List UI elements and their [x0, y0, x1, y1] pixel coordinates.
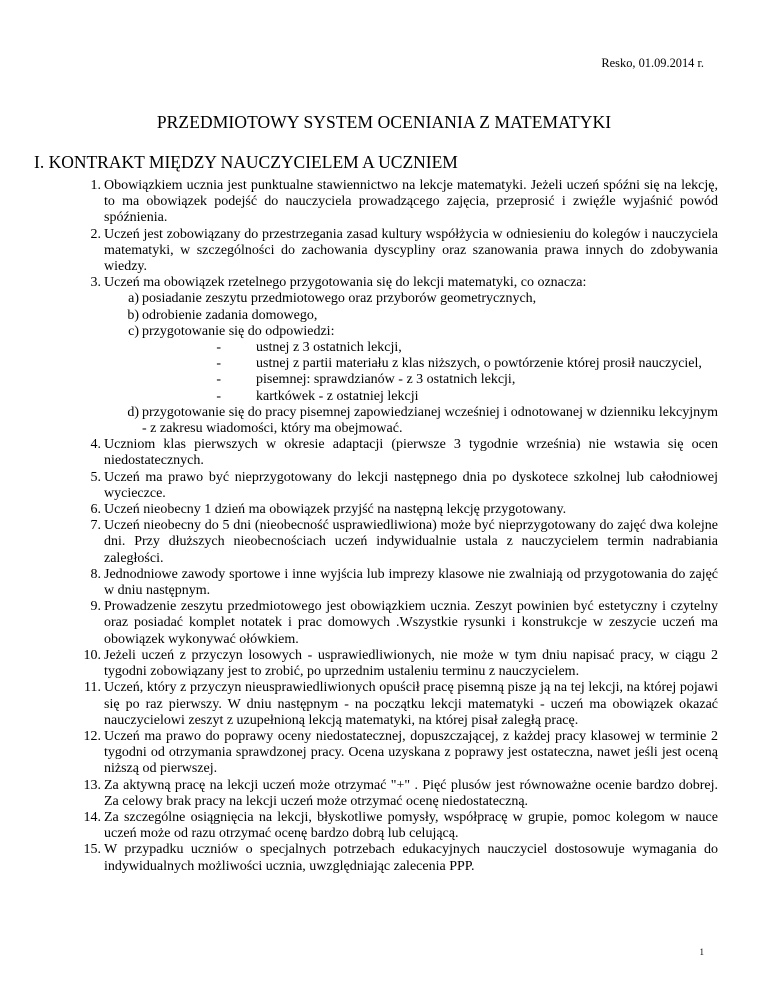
- item-number: 6.: [90, 502, 101, 518]
- list-item: [0, 729, 768, 778]
- list-item: [0, 680, 768, 729]
- list-item: [0, 227, 768, 276]
- sub-list: [104, 291, 718, 437]
- page-number: 1: [699, 947, 704, 957]
- dash-item-label: -: [216, 372, 221, 388]
- dash-item-text: pisemnej: sprawdzianów - z 3 ostatnich lekcji,: [256, 372, 516, 388]
- item-text: Uczeń jest zobowiązany do przestrzegania zasad kultury współżycia w odniesieniu do kolegów i nauczyciela matematyki, w szczególności do zachowania dyscypliny oraz szanowania prawa innych do zdobywania wiedzy.: [104, 226, 718, 275]
- list-item: [0, 778, 768, 810]
- sub-item-label: a): [128, 291, 139, 307]
- item-text: Jeżeli uczeń z przyczyn losowych - usprawiedliwionych, nie może w tym dniu napisać pracy, w ciągu 2 tygodni zobowiązany jest to zrobić, po uprzednim ustaleniu terminu z nauczycielem.: [104, 647, 718, 680]
- sub-item: [104, 405, 718, 437]
- list-item: [0, 842, 768, 874]
- sub-item-label: b): [127, 307, 139, 323]
- item-text: Uczeń nieobecny do 5 dni (nieobecność usprawiedliwiona) może być nieprzygotowany do zajęć dwa kolejne dni. Przy dłuższych nieobecnościach uczeń indywidualnie ustala z nauczycielem termin nadrabiania zaległości.: [104, 518, 718, 566]
- dash-item-label: -: [216, 388, 221, 404]
- item-number: 1.: [90, 178, 101, 193]
- section-heading: I. KONTRAKT MIĘDZY NAUCZYCIELEM A UCZNIEM: [34, 152, 458, 172]
- dash-item: [142, 340, 718, 356]
- sub-item-label: c): [128, 323, 139, 339]
- item-number: 3.: [90, 275, 101, 291]
- sub-item-text: przygotowanie się do pracy pisemnej zapowiedzianej wcześniej i odnotowanej w dzienniku lekcyjnym - z zakresu wiadomości, który ma obejmować.: [142, 404, 718, 437]
- item-text: Uczeń ma prawo być nieprzygotowany do lekcji następnego dnia po dyskotece szkolnej lub całodniowej wycieczce.: [104, 469, 718, 501]
- list-item: [0, 599, 768, 648]
- item-text: Uczeń ma prawo do poprawy oceny niedostatecznej, dopuszczającej, z każdej pracy klasowej w terminie 2 tygodni od otrzymania sprawdzonej pracy. Ocena uzyskana z poprawy jest ostateczna, nawet jeśli jest oceną niższą od pierwszej.: [104, 728, 718, 777]
- item-text: Obowiązkiem ucznia jest punktualne stawiennictwo na lekcje matematyki. Jeżeli uczeń spóźni się na lekcję, to ma obowiązek podejść do nauczyciela prowadzącego zajęcia, przeprosić i zwięźle wyjaśnić powód spóźnienia.: [104, 178, 718, 226]
- sub-item: [104, 324, 718, 405]
- dash-item: [142, 389, 718, 405]
- item-number: 9.: [90, 599, 101, 615]
- item-text: Jednodniowe zawody sportowe i inne wyjścia lub imprezy klasowe nie zwalniają od przygotowania do zajęć w dniu następnym.: [104, 566, 718, 599]
- document-date: Resko, 01.09.2014 r.: [601, 56, 704, 70]
- item-text: W przypadku uczniów o specjalnych potrzebach edukacyjnych nauczyciel dostosowuje wymagania do indywidualnych możliwości ucznia, uwzględniając zalecenia PPP.: [104, 842, 718, 874]
- dash-item-text: kartkówek - z ostatniej lekcji: [256, 388, 419, 404]
- dash-item-text: ustnej z partii materiału z klas niższych, o powtórzenie której prosił nauczyciel,: [256, 356, 702, 372]
- dash-item-label: -: [216, 340, 221, 356]
- list-item: [0, 567, 768, 599]
- dash-item-label: -: [216, 356, 221, 372]
- sub-item-text: odrobienie zadania domowego,: [142, 307, 318, 323]
- item-number: 12.: [83, 728, 101, 744]
- item-number: 8.: [90, 566, 101, 582]
- item-text: Prowadzenie zeszytu przedmiotowego jest obowiązkiem ucznia. Zeszyt powinien być estetyczny i czytelny oraz posiadać komplet notatek i prac domowych .Wszystkie rysunki i konstrukcje w zeszycie uczeń ma obowiązek wykonywać ołówkiem.: [104, 599, 718, 647]
- list-item: [0, 502, 768, 518]
- list-item: [0, 810, 768, 842]
- sub-item-text: przygotowanie się do odpowiedzi:: [142, 323, 335, 339]
- item-number: 5.: [90, 469, 101, 485]
- list-item: [0, 470, 768, 502]
- dash-list: [142, 340, 718, 405]
- item-number: 14.: [83, 809, 101, 825]
- item-number: 11.: [84, 680, 101, 696]
- list-item: [0, 437, 768, 469]
- item-text: Uczniom klas pierwszych w okresie adaptacji (pierwsze 3 tygodnie września) nie wstawia się ocen niedostatecznych.: [104, 437, 718, 469]
- item-text: Uczeń, który z przyczyn nieusprawiedliwionych opuścił pracę pisemną pisze ją na tej lekcji, na której pojawi się po raz pierwszy. W dniu następnym - na początku lekcji matematyki - uczeń ma obowiązek okazać nauczycielowi zeszyt z uzupełnioną lekcją matematyki, na której pisał zaległą pracę.: [104, 680, 718, 728]
- item-text: Za aktywną pracę na lekcji uczeń może otrzymać "+" . Pięć plusów jest równoważne ocenie bardzo dobrej. Za celowy brak pracy na lekcji uczeń może otrzymać ocenę niedostateczną.: [104, 777, 718, 809]
- sub-item-label: d): [127, 404, 139, 420]
- item-text: Za szczególne osiągnięcia na lekcji, błyskotliwe pomysły, współpracę w grupie, pomoc kolegom w nauce uczeń może od razu otrzymać ocenę bardzo dobrą lub celującą.: [104, 809, 718, 842]
- dash-item: [142, 356, 718, 372]
- list-item: [0, 518, 768, 567]
- item-number: 13.: [83, 777, 101, 793]
- list-item: [0, 178, 768, 227]
- item-number: 15.: [83, 842, 101, 858]
- list-item: [0, 648, 768, 680]
- list-item: [0, 275, 768, 437]
- item-number: 2.: [90, 226, 101, 242]
- dash-item: [142, 372, 718, 388]
- dash-item-text: ustnej z 3 ostatnich lekcji,: [256, 340, 402, 356]
- sub-item: [104, 291, 718, 307]
- rules-list: [0, 178, 768, 875]
- sub-item: [104, 308, 718, 324]
- item-number: 7.: [90, 518, 101, 534]
- document-title: PRZEDMIOTOWY SYSTEM OCENIANIA Z MATEMATYKI: [156, 112, 612, 132]
- item-text: Uczeń ma obowiązek rzetelnego przygotowania się do lekcji matematyki, co oznacza:: [104, 275, 587, 291]
- item-number: 4.: [90, 437, 101, 453]
- sub-item-text: posiadanie zeszytu przedmiotowego oraz przyborów geometrycznych,: [142, 291, 537, 307]
- item-text: Uczeń nieobecny 1 dzień ma obowiązek przyjść na następną lekcję przygotowany.: [104, 502, 567, 518]
- item-number: 10.: [83, 647, 101, 663]
